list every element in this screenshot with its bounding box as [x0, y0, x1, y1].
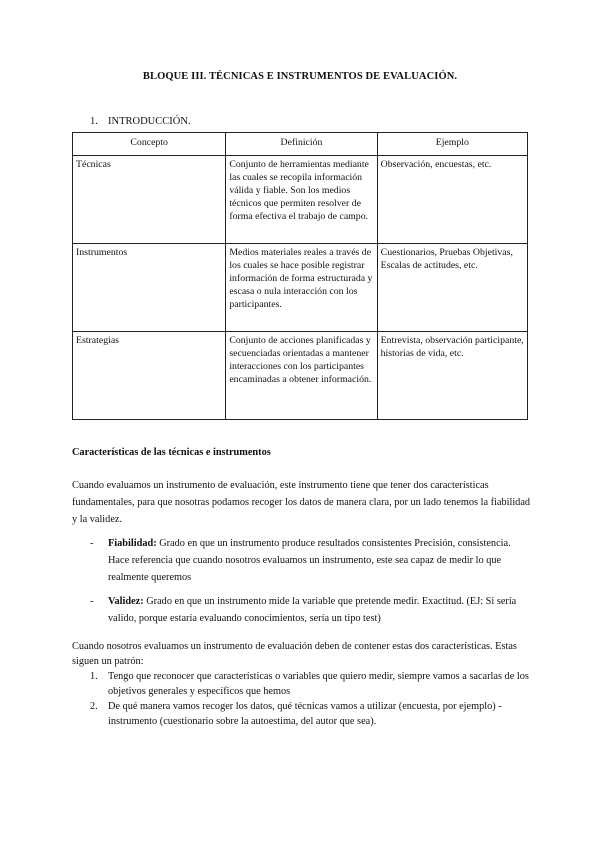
cell-concepto: Estrategias: [73, 332, 226, 420]
header-definicion: Definición: [226, 133, 377, 156]
cell-ejemplo: Entrevista, observación participante, historias de vida, etc.: [377, 332, 527, 420]
bullet-text: [108, 593, 534, 627]
table-row: [73, 156, 528, 244]
bullet-text: [108, 535, 534, 586]
table-header-row: [73, 133, 528, 156]
cell-concepto: Técnicas: [73, 156, 226, 244]
cell-definicion: Conjunto de herramientas mediante las cuales se recopila información válida y fiable. Son los medios técnicos que permiten resolver de forma efectiva el trabajo de campo.: [226, 156, 377, 244]
list-number: 2.: [90, 701, 98, 712]
header-concepto: Concepto: [73, 133, 226, 156]
bullet-dash: -: [90, 538, 94, 549]
header-ejemplo: Ejemplo: [377, 133, 527, 156]
table-row: [73, 332, 528, 420]
bullet-dash: -: [90, 596, 94, 607]
intro-number: 1.: [90, 116, 98, 127]
intro-heading-text: INTRODUCCIÓN.: [108, 116, 191, 127]
page-title: BLOQUE III. TÉCNICAS E INSTRUMENTOS DE EVALUACIÓN.: [142, 71, 458, 82]
cell-definicion: Medios materiales reales a través de los cuales se hace posible registrar información de forma estructurada y escasa o nula interacción con los participantes.: [226, 244, 377, 332]
section-heading: Características de las técnicas e instrumentos: [72, 447, 271, 458]
list-number: 1.: [90, 671, 98, 682]
list-text: De qué manera vamos recoger los datos, qué técnicas vamos a utilizar (encuesta, por ejemplo) - instrumento (cuestionario sobre la autoestima, del autor que sea).: [108, 701, 502, 727]
paragraph-fiabilidad-validez: Cuando evaluamos un instrumento de evaluación, este instrumento tiene que tener dos características fundamentales, para que nosotras podamos recoger los datos de manera clara, por un lado tenemos la fiabilidad y la validez.: [72, 480, 531, 525]
intro-heading: [90, 116, 191, 127]
bullet-term: Validez:: [108, 596, 144, 607]
list-text: Tengo que reconocer que características o variables que quiero medir, siempre vamos a sacarlas de los objetivos generales y específicos que hemos: [108, 671, 529, 697]
bullet-description: Grado en que un instrumento mide la variable que pretende medir. Exactitud. (EJ: Si sería valido, porque estaría evaluando conocimientos, sería un tipo test): [108, 596, 517, 624]
cell-concepto: Instrumentos: [73, 244, 226, 332]
cell-ejemplo: Observación, encuestas, etc.: [377, 156, 527, 244]
bullet-term: Fiabilidad:: [108, 538, 157, 549]
concepts-table: [72, 132, 528, 420]
bullet-description: Grado en que un instrumento produce resultados consistentes Precisión, consistencia. Hace referencia que cuando nosotros evaluamos un instrumento, este sea capaz de medir lo que realmente queremos: [108, 538, 511, 583]
paragraph-patron: Cuando nosotros evaluamos un instrumento de evaluación deben de contener estas dos características. Estas siguen un patrón:: [72, 641, 517, 667]
table-row: [73, 244, 528, 332]
cell-ejemplo: Cuestionarios, Pruebas Objetivas, Escalas de actitudes, etc.: [377, 244, 527, 332]
cell-definicion: Conjunto de acciones planificadas y secuenciadas orientadas a mantener interacciones con los participantes encaminadas a obtener información.: [226, 332, 377, 420]
